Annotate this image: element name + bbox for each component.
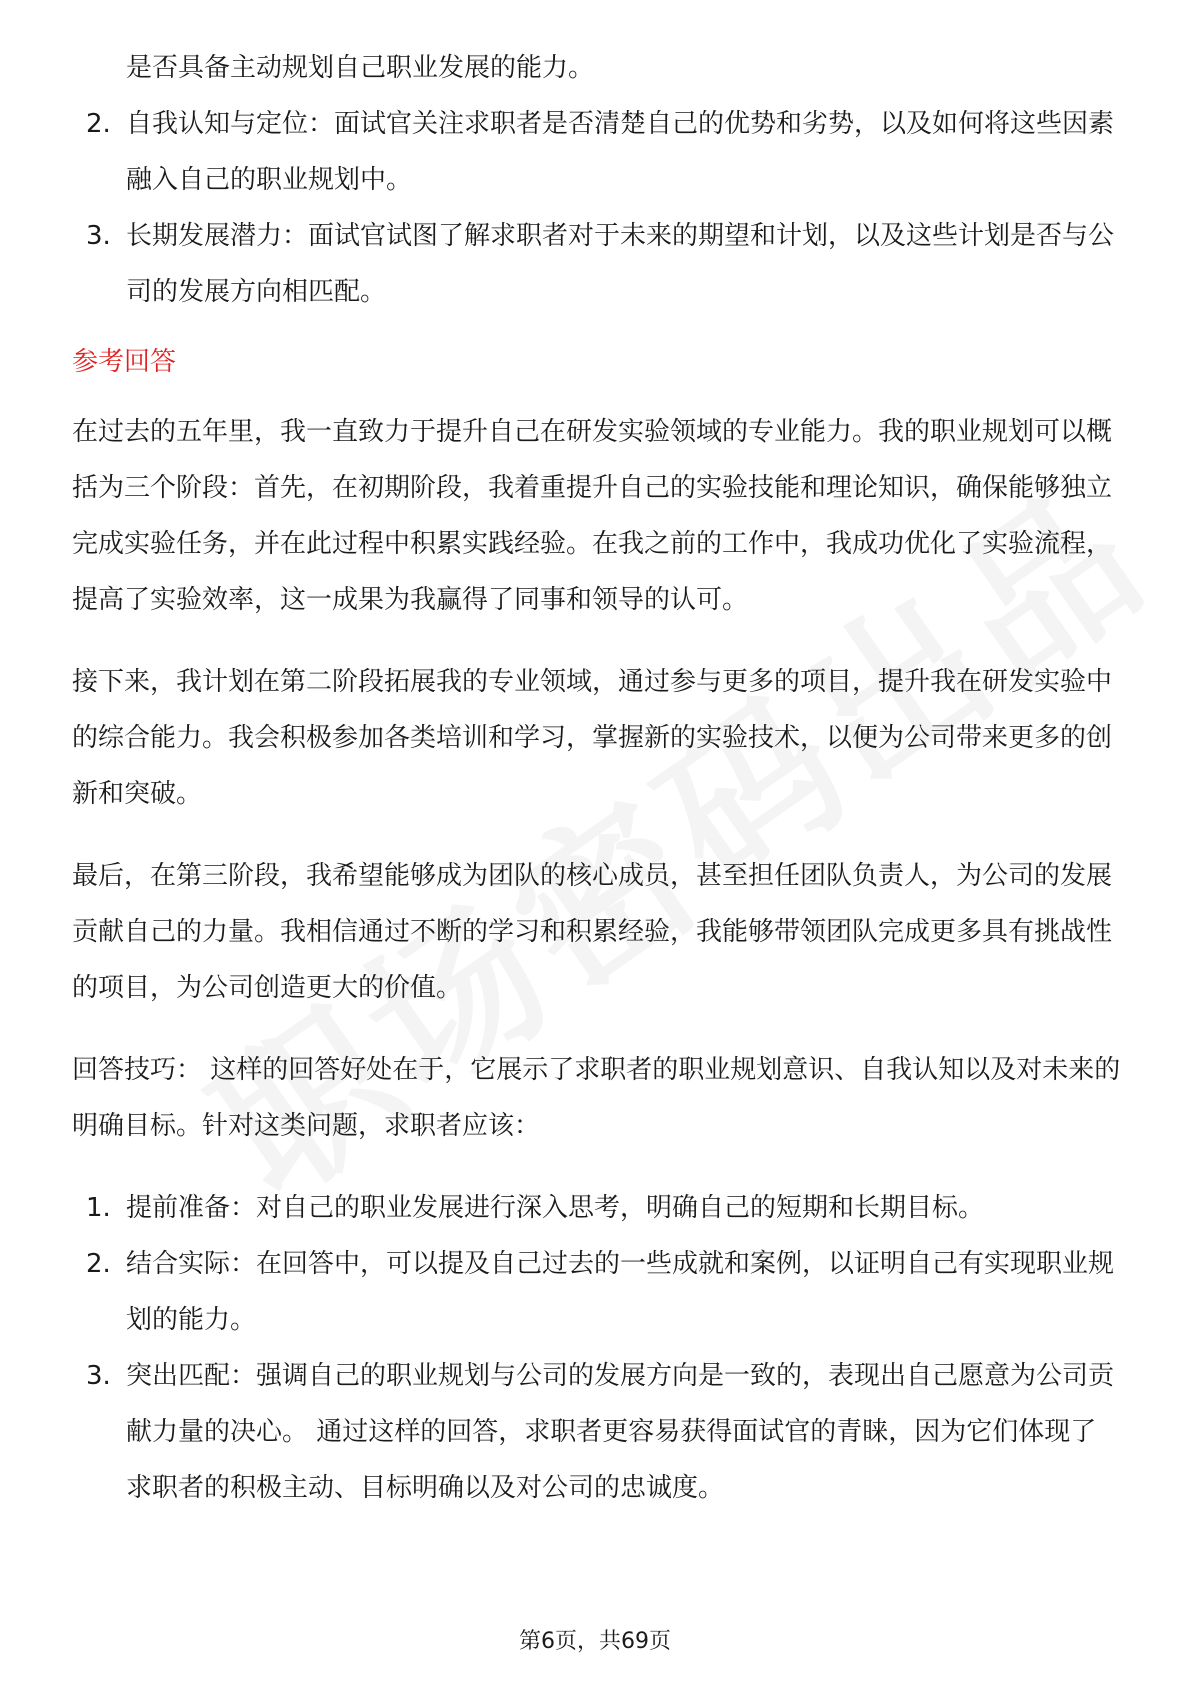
- list-item: [72, 208, 1122, 320]
- list-number: 3.: [86, 1361, 111, 1391]
- paragraph: 最后，在第三阶段，我希望能够成为团队的核心成员，甚至担任团队负责人，为公司的发展贡献自己的力量。我相信通过不断的学习和积累经验，我能够带领团队完成更多具有挑战性的项目，为公司创造更大的价值。: [72, 861, 1113, 1003]
- list-number: 1.: [86, 1193, 111, 1223]
- list-item-text: 突出匹配：强调自己的职业规划与公司的发展方向是一致的，表现出自己愿意为公司贡献力量的决心。 通过这样的回答，求职者更容易获得面试官的青睐，因为它们体现了求职者的积极主动、目标明确以及对公司的忠诚度。: [126, 1361, 1115, 1503]
- paragraph: 接下来，我计划在第二阶段拓展我的专业领域，通过参与更多的项目，提升我在研发实验中的综合能力。我会积极参加各类培训和学习，掌握新的实验技术，以便为公司带来更多的创新和突破。: [72, 667, 1113, 809]
- interviewer-focus-list: [72, 96, 1122, 320]
- list-item-text: 自我认知与定位：面试官关注求职者是否清楚自己的优势和劣势，以及如何将这些因素融入自己的职业规划中。: [126, 109, 1115, 195]
- page-content: [72, 40, 1122, 1516]
- answer-tips-paragraph: 回答技巧： 这样的回答好处在于，它展示了求职者的职业规划意识、自我认知以及对未来的明确目标。针对这类问题，求职者应该：: [72, 1055, 1121, 1141]
- list-item-text: 提前准备：对自己的职业发展进行深入思考，明确自己的短期和长期目标。: [126, 1193, 985, 1223]
- list-number: 2.: [86, 109, 111, 139]
- list-continuation: 是否具备主动规划自己职业发展的能力。: [126, 53, 595, 83]
- list-item-text: 结合实际：在回答中，可以提及自己过去的一些成就和案例，以证明自己有实现职业规划的能力。: [126, 1249, 1115, 1335]
- list-item-text: 长期发展潜力：面试官试图了解求职者对于未来的期望和计划，以及这些计划是否与公司的发展方向相匹配。: [126, 221, 1115, 307]
- section-heading: 参考回答: [72, 347, 177, 377]
- list-item: [72, 1180, 1122, 1236]
- paragraph: 在过去的五年里，我一直致力于提升自己在研发实验领域的专业能力。我的职业规划可以概括为三个阶段：首先，在初期阶段，我着重提升自己的实验技能和理论知识，确保能够独立完成实验任务，并在此过程中积累实践经验。在我之前的工作中，我成功优化了实验流程，提高了实验效率，这一成果为我赢得了同事和领导的认可。: [72, 417, 1113, 615]
- list-number: 2.: [86, 1249, 111, 1279]
- list-number: 3.: [86, 221, 111, 251]
- page-footer: 第6页，共69页: [519, 1629, 671, 1654]
- list-item: [72, 1348, 1122, 1516]
- answer-tips-list: [72, 1180, 1122, 1516]
- list-item: [72, 96, 1122, 208]
- list-item: [72, 1236, 1122, 1348]
